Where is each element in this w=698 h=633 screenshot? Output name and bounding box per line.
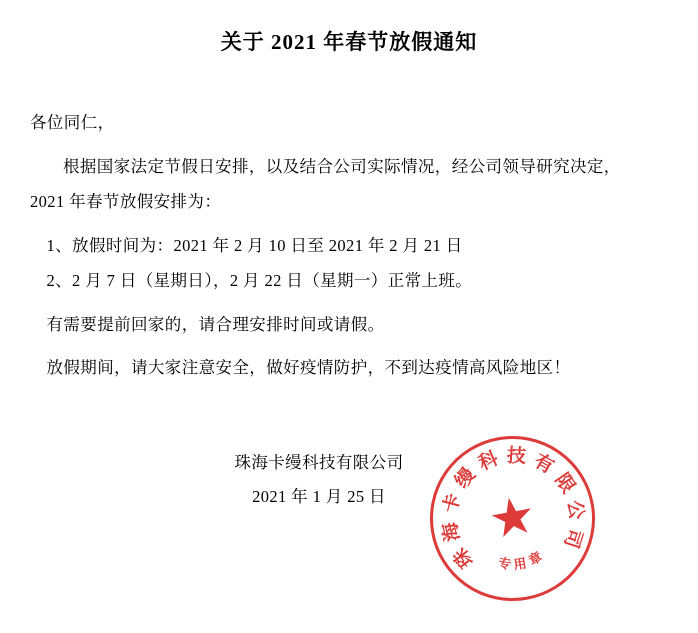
company-seal-stamp: 珠 海 卡 缦 科 技 有 限 公 司 ★ 专 用 章 (417, 423, 608, 614)
document-body (0, 105, 698, 385)
spacer (30, 342, 674, 350)
seal-arc-char: 有 (529, 450, 557, 478)
spacer (30, 220, 674, 228)
seal-bottom-char: 章 (525, 547, 546, 568)
seal-arc-char: 海 (439, 519, 464, 543)
seal-arc-char: 技 (505, 445, 526, 468)
seal-arc-char: 科 (475, 447, 501, 475)
paragraph-intro-line1: 根据国家法定节假日安排，以及结合公司实际情况，经公司领导研究决定， (63, 156, 621, 176)
signature-date: 2021 年 1 月 25 日 (252, 487, 386, 507)
seal-bottom-char: 用 (512, 554, 529, 572)
seal-arc-char: 限 (550, 469, 579, 497)
seal-bottom-char: 专 (496, 554, 513, 572)
spacer (30, 141, 674, 149)
document-page (0, 28, 698, 633)
seal-arc-char: 卡 (439, 491, 465, 515)
paragraph-note-safety: 放假期间，请大家注意安全，做好疫情防护，不到达疫情高风险地区！ (46, 358, 571, 378)
seal-arc-char: 司 (559, 525, 585, 551)
spacer (30, 299, 674, 307)
paragraph-intro-line2: 2021 年春节放假安排为： (30, 192, 222, 212)
signature-company: 珠海卡缦科技有限公司 (234, 452, 404, 472)
seal-arc-char: 公 (562, 498, 587, 521)
paragraph-note-leave: 有需要提前回家的，请合理安排时间或请假。 (46, 314, 385, 334)
signature-block (0, 446, 698, 515)
seal-arc-char: 缦 (450, 463, 480, 492)
salutation: 各位同仁， (30, 113, 115, 133)
paragraph-item-1: 1、放假时间为：2021 年 2 月 10 日至 2021 年 2 月 21 日 (46, 235, 463, 255)
paragraph-item-2: 2、2 月 7 日（星期日），2 月 22 日（星期一）正常上班。 (46, 271, 473, 291)
seal-arc-char: 珠 (449, 543, 478, 571)
page-title: 关于 2021 年春节放假通知 (220, 30, 478, 54)
